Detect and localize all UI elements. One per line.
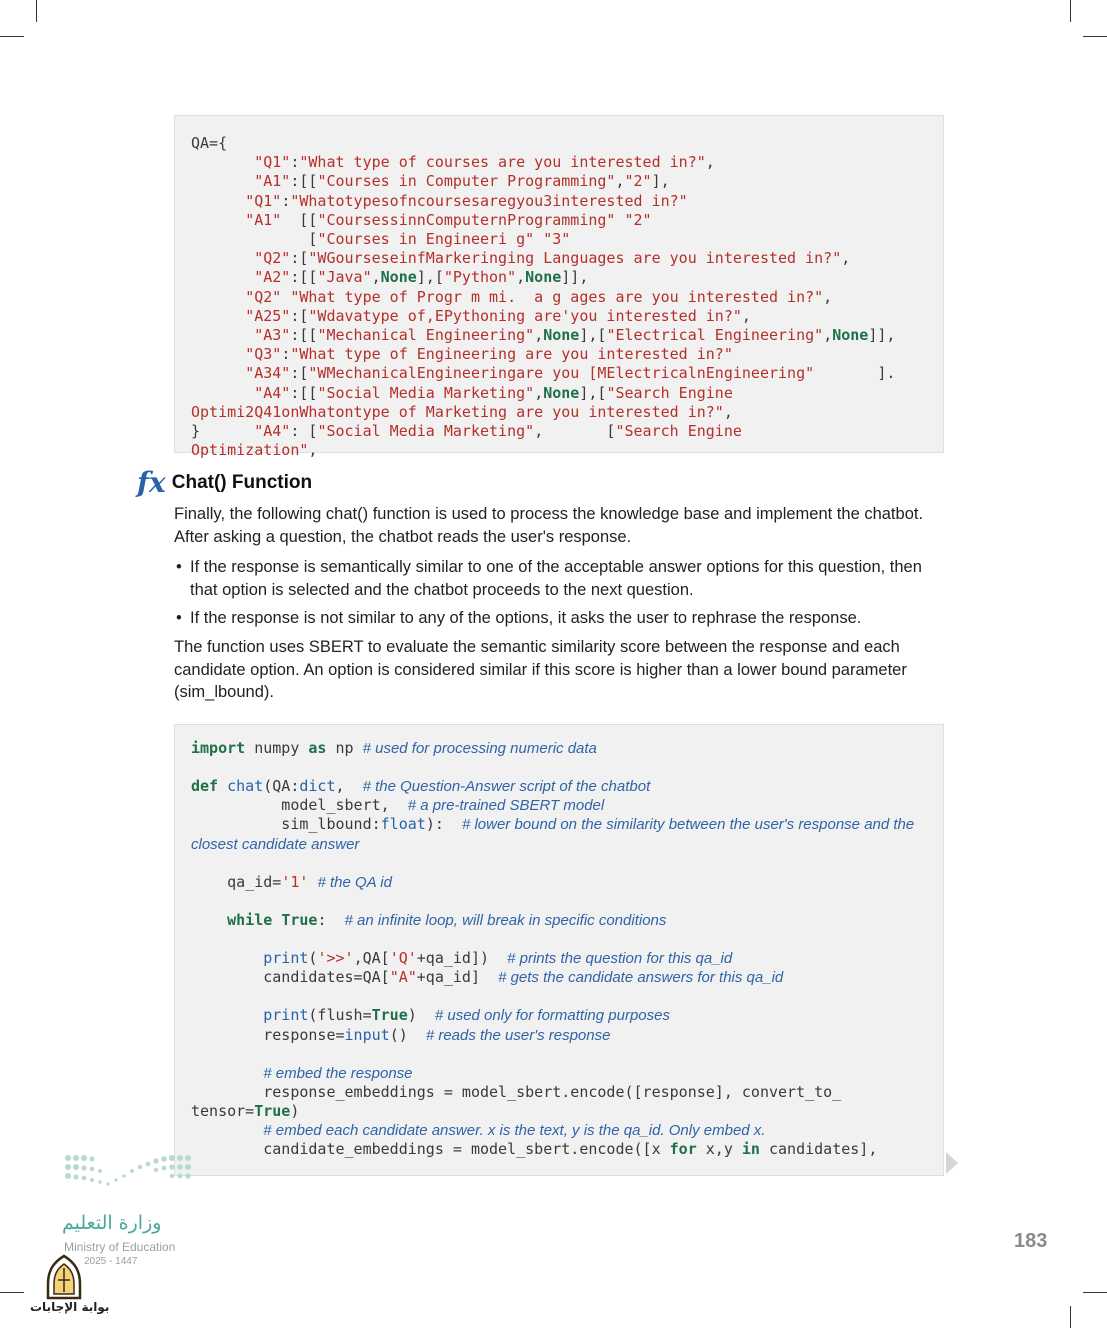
code-token: , <box>534 326 544 344</box>
code-token <box>191 249 254 267</box>
portal-label: بوابة الإجابات <box>30 1300 110 1314</box>
code-token: ],[ <box>416 268 444 287</box>
code-token: ]], <box>868 326 896 344</box>
code-token: "3" <box>543 230 571 248</box>
code-token: :[[ <box>290 268 318 287</box>
code-token: } <box>191 422 255 440</box>
code-line <box>191 192 688 211</box>
code-token: Optimi2Q41onWhatontype of Marketing are you interested in?" <box>191 402 724 421</box>
code-token <box>191 307 245 325</box>
code-line <box>191 134 227 153</box>
code-token: True <box>371 1006 408 1025</box>
code-token: response_embeddings = model_sbert.encode([response], convert_to_ <box>191 1082 842 1101</box>
code-token: +qa_id] <box>416 968 499 987</box>
code-token <box>191 172 254 190</box>
continue-arrow-icon <box>946 1152 958 1174</box>
code-token: in <box>741 1140 760 1159</box>
code-token: dict <box>299 777 336 796</box>
code-token: "Electrical Engineering" <box>606 326 824 344</box>
code-line <box>191 777 650 796</box>
code-token: , <box>741 306 751 325</box>
code-token <box>191 911 227 929</box>
code-token: closest candidate answer <box>191 835 360 853</box>
code-token: print <box>263 949 309 968</box>
code-token: :[[ <box>290 172 318 191</box>
code-token: : <box>290 153 300 172</box>
portal-emblem-icon <box>42 1254 86 1300</box>
code-token: "What type of courses are you interested in?" <box>299 153 706 172</box>
code-token: chat <box>227 777 264 796</box>
code-token: numpy <box>245 739 309 757</box>
code-token <box>191 384 254 402</box>
code-line <box>191 739 597 758</box>
code-token: :[ <box>290 306 309 325</box>
code-token <box>191 192 245 210</box>
code-token: ( <box>308 949 318 968</box>
code-token: "A4" <box>254 422 291 440</box>
code-token: :[[ <box>290 326 318 344</box>
code-token: , <box>534 383 544 402</box>
code-token: True <box>281 910 318 929</box>
code-token: candidates], <box>759 1140 878 1159</box>
code-token <box>191 1006 263 1024</box>
ministry-year: 2025 - 1447 <box>84 1256 138 1267</box>
code-line <box>191 384 733 403</box>
code-token: # gets the candidate answers for this qa_id <box>498 969 784 987</box>
bullet-text: If the response is semantically similar to one of the acceptable answer options for this question, then that option is selected and the chatbot proceeds to the next question. <box>190 558 922 599</box>
code-token: , <box>723 402 733 421</box>
code-token: :[ <box>290 249 309 268</box>
code-token: # prints the question for this qa_id <box>507 950 733 968</box>
code-token: "Java" <box>317 268 372 287</box>
code-token: ,QA[ <box>353 949 390 968</box>
code-line <box>191 1102 299 1121</box>
code-token: # lower bound on the similarity between the user's response and the <box>461 816 915 834</box>
code-token: : [ <box>290 422 318 440</box>
code-line <box>191 1121 765 1140</box>
code-token: "A" <box>389 968 417 987</box>
code-line <box>191 1083 841 1102</box>
function-icon: fx <box>137 466 166 499</box>
code-token: ],[ <box>579 326 607 344</box>
code-token: , <box>335 777 363 796</box>
code-token: , <box>371 268 381 287</box>
code-token: ], <box>651 172 670 191</box>
code-token <box>191 1064 263 1082</box>
code-token: "A3" <box>254 326 291 344</box>
code-line <box>191 172 670 191</box>
code-token: :[ <box>290 364 309 383</box>
code-token: # the Question-Answer script of the chatbot <box>362 778 651 796</box>
code-token <box>191 364 245 382</box>
crop-mark <box>36 0 37 22</box>
code-line <box>191 268 588 287</box>
crop-mark <box>1083 36 1107 37</box>
code-token: None <box>525 268 562 287</box>
crop-mark <box>1070 0 1071 22</box>
code-token: "Search Engine <box>606 383 733 402</box>
code-token: as <box>308 739 327 757</box>
code-token: "A2" <box>254 268 291 287</box>
code-token: None <box>832 326 869 344</box>
code-line <box>191 441 317 460</box>
code-token: True <box>254 1101 291 1120</box>
code-token <box>272 911 281 929</box>
code-token: tensor= <box>191 1101 255 1120</box>
code-token <box>191 326 254 344</box>
code-token: model_sbert, <box>191 796 408 815</box>
page-number: 183 <box>1014 1230 1048 1252</box>
code-token <box>534 230 543 248</box>
code-token: , <box>705 153 715 172</box>
code-token: # the QA id <box>317 873 392 891</box>
code-token: QA={ <box>191 134 228 152</box>
ministry-dots-logo <box>62 1150 212 1200</box>
code-token: ) <box>290 1101 300 1120</box>
section-title: Chat() Function <box>171 471 313 493</box>
code-line <box>191 249 850 268</box>
outro-paragraph: The function uses SBERT to evaluate the semantic similarity score between the response and each candidate option. An option is considered similar if this score is higher than a lower bound parameter (sim_lbound). <box>174 638 907 701</box>
code-token: candidates=QA[ <box>191 968 390 987</box>
code-token: for <box>669 1140 697 1159</box>
ministry-name-english: Ministry of Education <box>64 1240 176 1254</box>
code-line <box>191 211 652 230</box>
code-token: # an infinite loop, will break in specific conditions <box>344 911 667 929</box>
code-token: : <box>317 910 345 929</box>
code-token: input <box>344 1025 390 1044</box>
code-token: , <box>615 172 625 191</box>
code-token: "Courses in Engineeri g" <box>317 230 535 248</box>
code-token: "Python" <box>443 268 517 287</box>
code-token: , <box>841 249 851 268</box>
code-token: "What type of Engineering are you interested in?" <box>290 345 733 364</box>
code-token: [ <box>191 230 318 248</box>
crop-mark <box>1070 1306 1071 1328</box>
code-token: # embed each candidate answer. x is the text, y is the qa_id. Only embed x. <box>263 1122 766 1139</box>
code-token: "Social Media Marketing" <box>317 422 535 440</box>
code-line <box>191 422 742 441</box>
code-token: import <box>191 739 246 757</box>
code-line <box>191 403 733 422</box>
code-token: , [ <box>534 422 616 440</box>
code-token <box>191 153 254 171</box>
code-token <box>191 949 263 967</box>
code-token: None <box>380 268 417 287</box>
code-token: (flush= <box>308 1006 372 1025</box>
code-token <box>191 288 245 306</box>
bullet-text: If the response is not similar to any of the options, it asks the user to rephrase the response. <box>190 609 862 627</box>
intro-paragraph: Finally, the following chat() function is used to process the knowledge base and implement the chatbot. After asking a question, the chatbot reads the user's response. <box>174 505 924 546</box>
code-token: "A1" <box>254 172 291 191</box>
code-token: "Wdavatype of,EPythoning are'you interested in?" <box>308 306 742 325</box>
code-token: "Q3" <box>245 345 282 364</box>
code-token: # reads the user's response <box>425 1026 611 1044</box>
code-token <box>191 211 245 229</box>
code-token: None <box>543 383 580 402</box>
bullet-dot: • <box>176 609 182 627</box>
code-token <box>191 1121 263 1139</box>
bullet-dot: • <box>176 558 182 576</box>
code-token: "WMechanicalEngineeringare you [MElectricalnEngineering" <box>308 364 815 383</box>
section-heading <box>137 466 312 499</box>
ministry-name-arabic: وزارة التعليم <box>62 1212 162 1234</box>
code-token: "2" <box>624 210 652 229</box>
code-token: "Whatotypesofncoursesaregyou3interested in?" <box>290 191 688 210</box>
code-line <box>191 911 666 930</box>
code-token: , <box>516 268 526 287</box>
code-line <box>191 364 895 383</box>
code-token: "A25" <box>245 306 291 325</box>
code-token: '1' <box>281 872 309 891</box>
crop-mark <box>0 1292 24 1293</box>
code-token: : <box>281 191 291 210</box>
code-token: +qa_id]) <box>416 949 508 968</box>
crop-mark <box>0 36 24 37</box>
code-token: print <box>263 1006 309 1025</box>
code-token: "2" <box>624 172 652 191</box>
code-token: response= <box>191 1025 345 1044</box>
code-token: Optimization" <box>191 441 309 460</box>
code-token: ) <box>407 1006 435 1025</box>
code-line <box>191 873 392 892</box>
code-line <box>191 1140 877 1159</box>
code-token: while <box>227 910 273 929</box>
code-line <box>191 307 751 326</box>
code-token: # a pre-trained SBERT model <box>407 797 605 815</box>
code-line <box>191 1064 413 1083</box>
code-token: ): <box>425 815 462 834</box>
code-token: "Social Media Marketing" <box>317 383 535 402</box>
code-token: , <box>823 326 833 344</box>
code-line <box>191 796 604 815</box>
code-token: "A4" <box>254 383 291 402</box>
qa-code-block <box>174 115 944 460</box>
code-line <box>191 815 914 834</box>
code-line <box>191 153 715 172</box>
code-line <box>191 949 732 968</box>
code-token: "Courses in Computer Programming" <box>317 172 616 191</box>
code-line <box>191 1006 670 1025</box>
code-token: # embed the response <box>263 1064 413 1082</box>
code-token: # used for processing numeric data <box>362 740 597 757</box>
code-token: "CoursessinnComputernProgramming" <box>317 210 616 229</box>
chat-code-block <box>174 724 944 1176</box>
code-token: None <box>543 326 580 344</box>
code-token: :[[ <box>290 383 318 402</box>
code-token: "What type of Progr m mi. a g ages are you interested in?" <box>290 287 824 306</box>
code-token: (QA: <box>263 777 300 796</box>
code-line <box>191 968 783 987</box>
code-token: "A34" <box>245 364 291 383</box>
code-token: "Mechanical Engineering" <box>317 326 535 344</box>
code-token: "WGourseseinfMarkeringing Languages are you interested in?" <box>308 249 842 268</box>
code-token <box>218 777 227 795</box>
code-line <box>191 230 570 249</box>
code-token: float <box>380 815 426 834</box>
code-token: candidate_embeddings = model_sbert.encode([x <box>191 1140 670 1159</box>
code-token: '>>' <box>317 949 354 968</box>
code-line <box>191 835 359 854</box>
code-token: , <box>308 441 318 460</box>
code-line <box>191 345 733 364</box>
code-token <box>281 288 290 306</box>
code-token: ]], <box>561 268 589 287</box>
code-token <box>191 345 245 363</box>
code-token: qa_id= <box>191 872 282 891</box>
code-token: "Q2" <box>254 249 291 268</box>
code-token: sim_lbound: <box>191 815 381 834</box>
code-token: [[ <box>281 210 318 229</box>
code-token: ],[ <box>579 383 607 402</box>
code-token: x,y <box>696 1140 742 1159</box>
code-token: , <box>823 287 833 306</box>
code-token: "Q2" <box>245 287 282 306</box>
code-token: () <box>389 1025 426 1044</box>
code-token: # used only for formatting purposes <box>434 1007 670 1025</box>
code-line <box>191 288 832 307</box>
code-line <box>191 1026 610 1045</box>
crop-mark <box>1083 1292 1107 1293</box>
code-token: 'Q' <box>389 949 417 968</box>
code-token: "Q1" <box>254 153 291 172</box>
code-token: np <box>326 739 363 757</box>
code-token <box>191 268 254 286</box>
code-token: "A1" <box>245 210 282 229</box>
code-token: def <box>191 777 219 796</box>
code-line <box>191 326 895 345</box>
code-token: ]. <box>814 364 896 383</box>
code-token: "Q1" <box>245 191 282 210</box>
code-token: "Search Engine <box>615 422 742 440</box>
code-token: : <box>281 345 291 364</box>
